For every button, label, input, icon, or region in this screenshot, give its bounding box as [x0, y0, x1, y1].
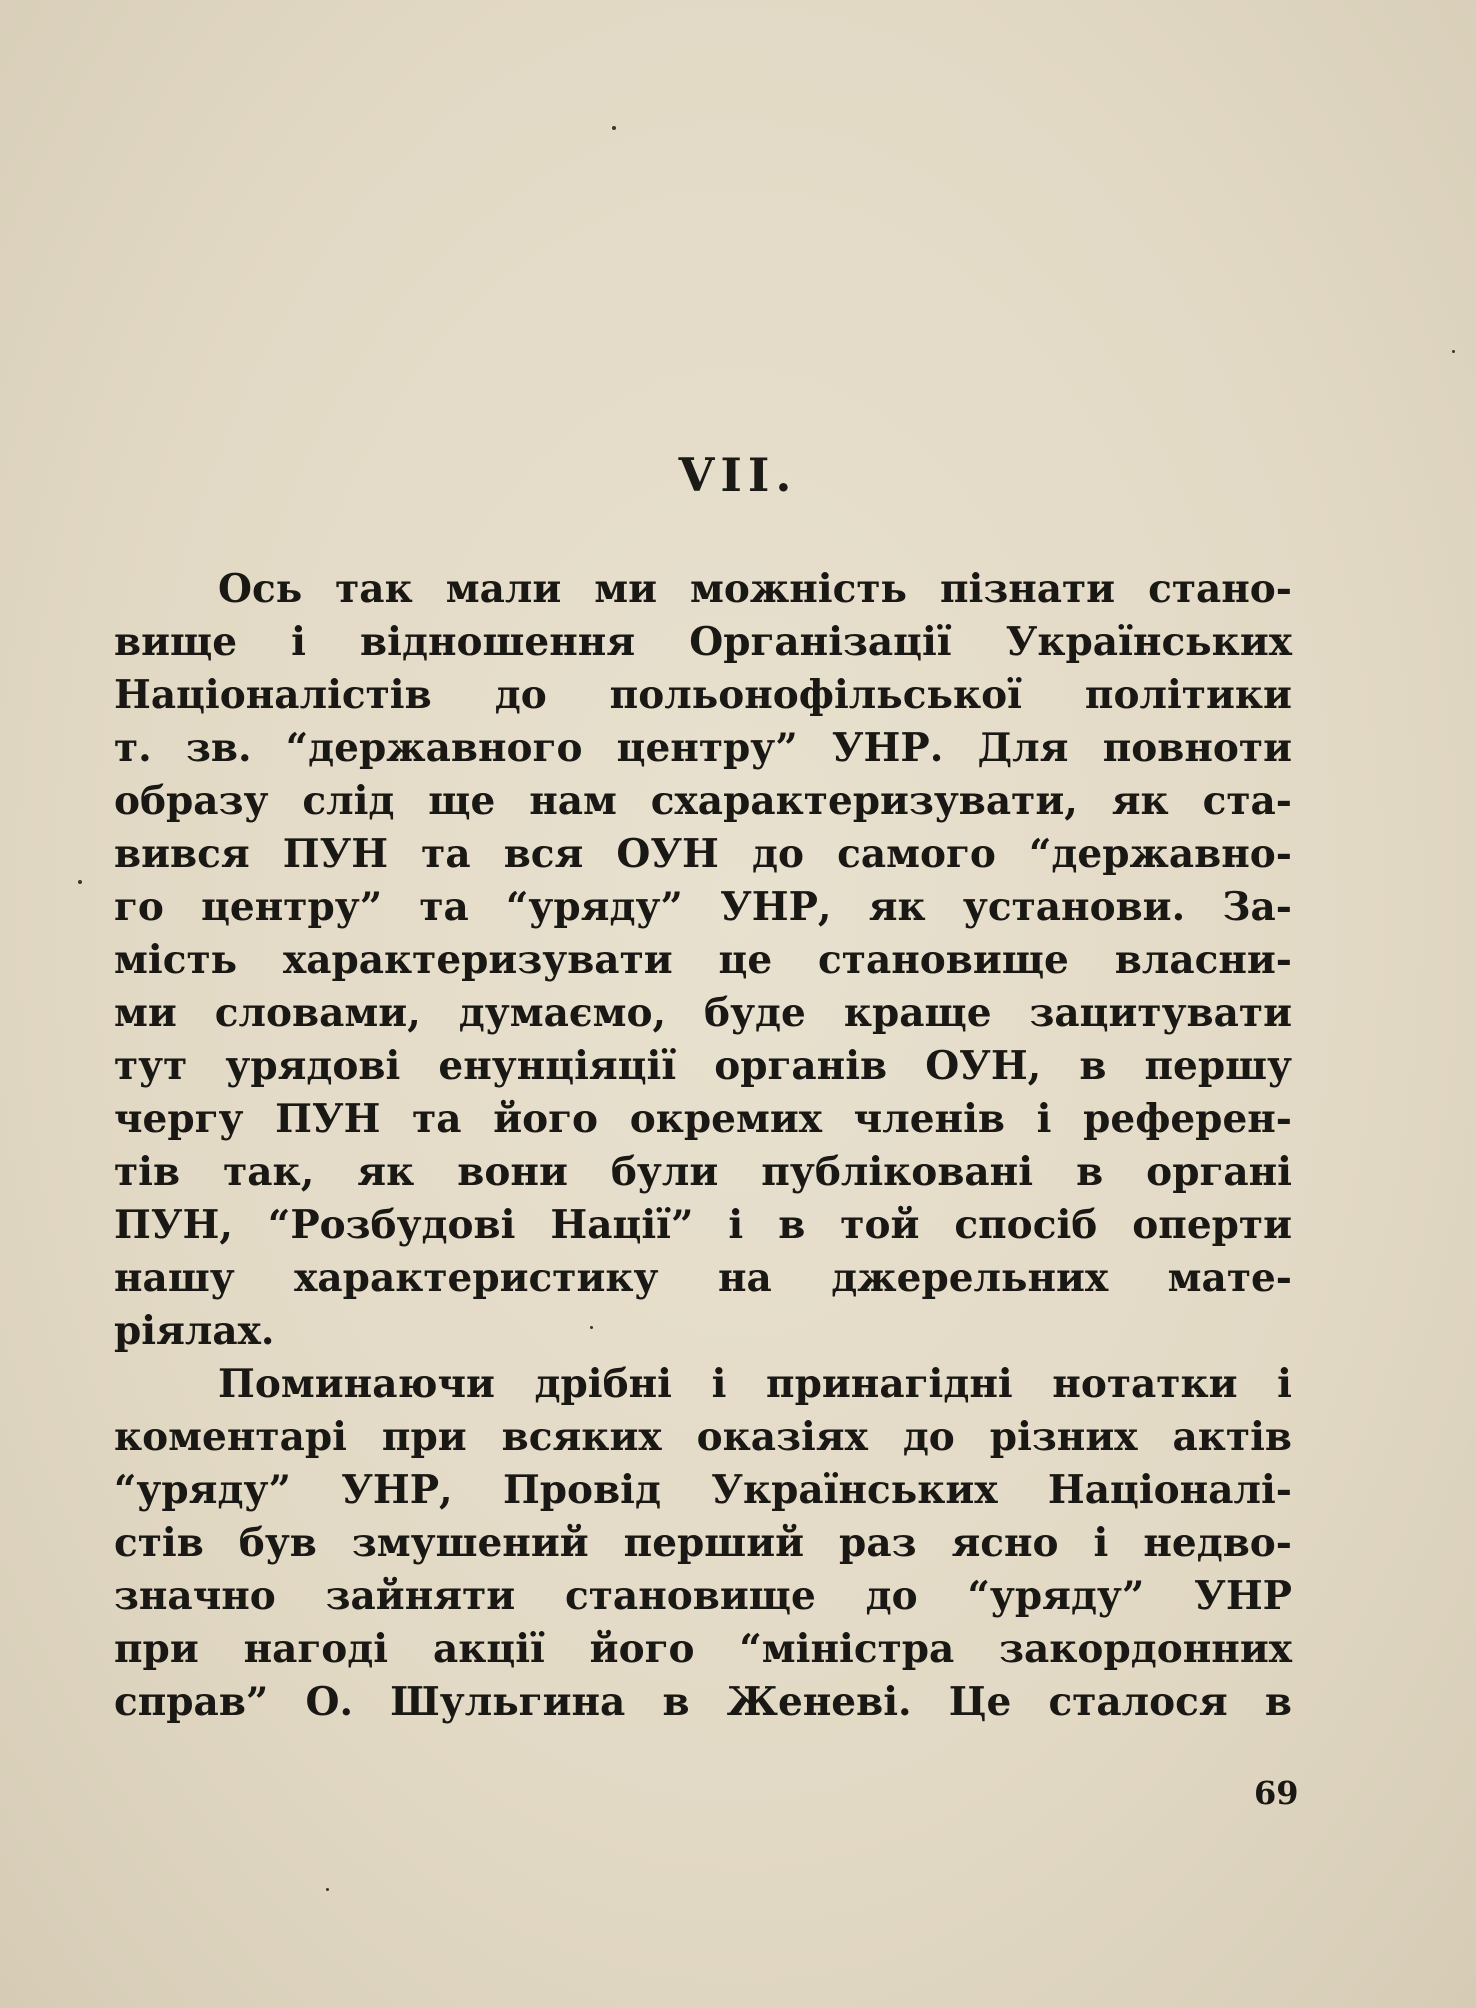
- text-line: значно зайняти становище до “уряду” УНР: [114, 1573, 1292, 1619]
- text-line: справ” О. Шульгина в Женеві. Це сталося в: [114, 1679, 1292, 1725]
- text-line: мість характеризувати це становище власни-: [114, 937, 1292, 983]
- text-line: чергу ПУН та його окремих членів і референ-: [114, 1096, 1292, 1142]
- text-line: ріялах.: [114, 1308, 275, 1354]
- text-line: Націоналістів до польонофільської політики: [114, 672, 1292, 718]
- paper-speck: [612, 126, 616, 130]
- text-line: стів був змушений перший раз ясно і недво-: [114, 1520, 1292, 1566]
- text-line: тів так, як вони були публіковані в органі: [114, 1149, 1292, 1195]
- text-line: вище і відношення Організації Українських: [114, 619, 1292, 665]
- paper-speck: [1452, 350, 1455, 353]
- paper-speck: [78, 880, 82, 884]
- text-line: го центру” та “уряду” УНР, як установи. За-: [114, 884, 1292, 930]
- body-text: [114, 563, 1292, 1729]
- text-line: Поминаючи дрібні і принагідні нотатки і: [218, 1361, 1292, 1407]
- text-line: Ось так мали ми можність пізнати стано-: [218, 566, 1292, 612]
- text-line: вився ПУН та вся ОУН до самого “державно-: [114, 831, 1292, 877]
- paragraph-2: [114, 1358, 1292, 1729]
- text-line: ПУН, “Розбудові Нації” і в той спосіб оперти: [114, 1202, 1292, 1248]
- text-line: т. зв. “державного центру” УНР. Для повноти: [114, 725, 1292, 771]
- text-line: коментарі при всяких оказіях до різних актів: [114, 1414, 1292, 1460]
- chapter-heading: VII.: [678, 448, 798, 502]
- text-line: ми словами, думаємо, буде краще зацитувати: [114, 990, 1292, 1036]
- text-line: “уряду” УНР, Провід Українських Націоналі-: [114, 1467, 1292, 1513]
- page-number: 69: [1254, 1774, 1299, 1812]
- text-line: тут урядові енунціяції органів ОУН, в першу: [114, 1043, 1292, 1089]
- paragraph-1: [114, 563, 1292, 1358]
- paper-speck: [326, 1888, 329, 1891]
- text-line: образу слід ще нам схарактеризувати, як ста-: [114, 778, 1292, 824]
- text-line: нашу характеристику на джерельних мате-: [114, 1255, 1292, 1301]
- paper-speck: [590, 1326, 593, 1329]
- text-line: при нагоді акції його “міністра закордонних: [114, 1626, 1292, 1672]
